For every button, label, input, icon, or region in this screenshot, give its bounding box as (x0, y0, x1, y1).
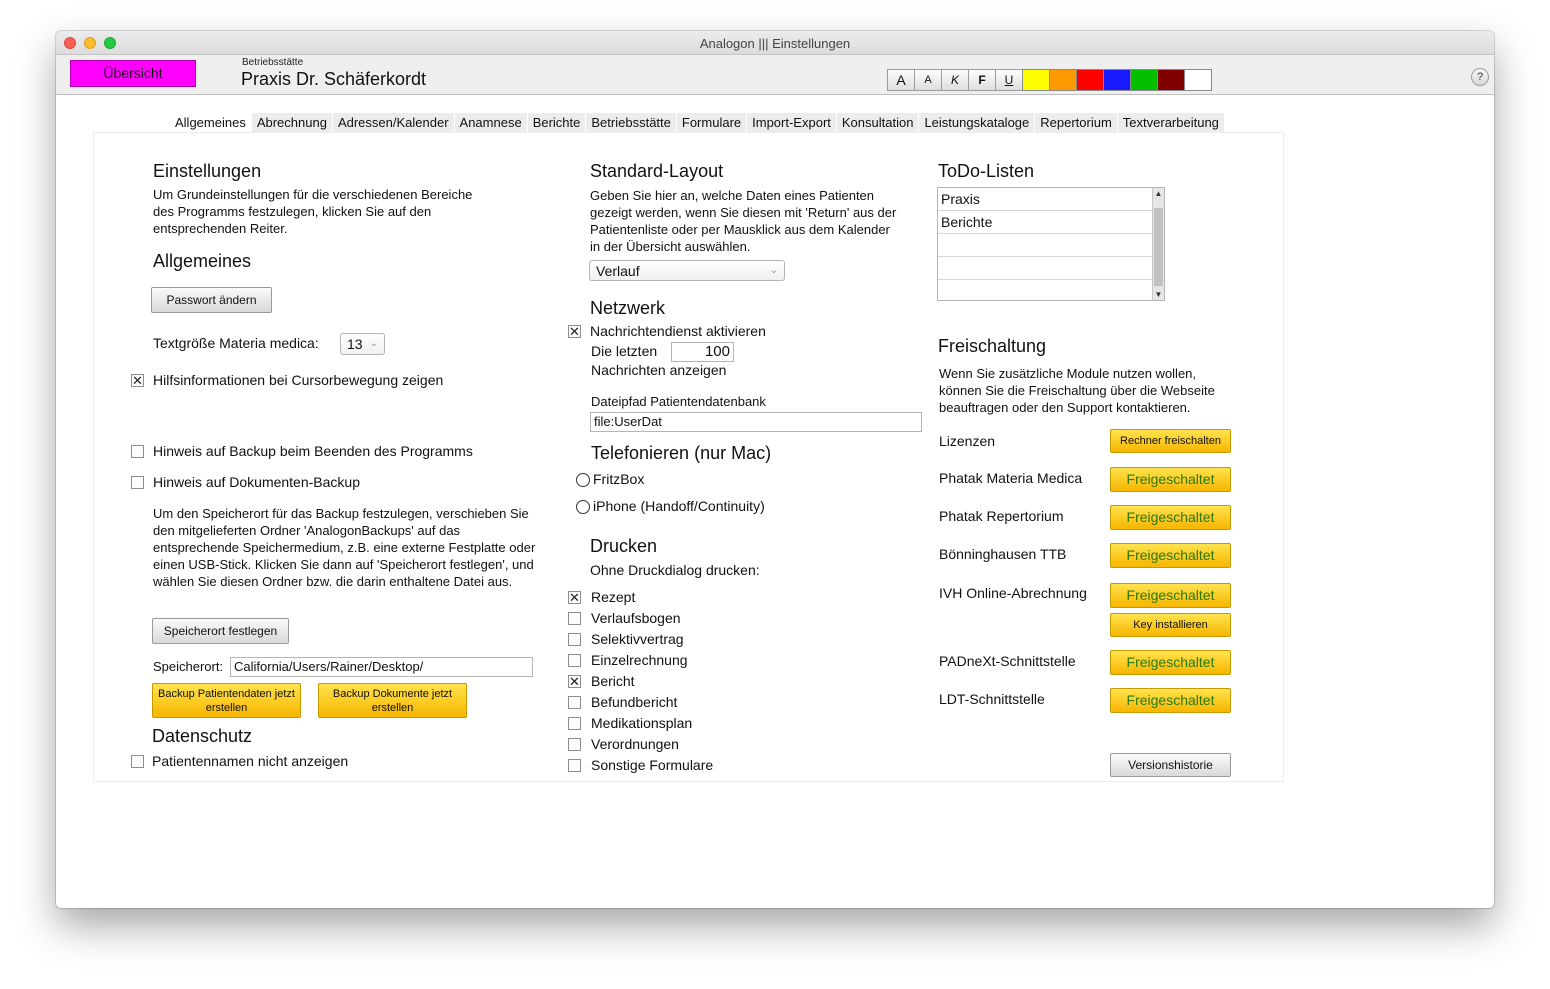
tab-anamnese[interactable]: Anamnese (455, 113, 528, 133)
settings-window (56, 31, 1494, 908)
print-einzelrechnung-label: Einzelrechnung (591, 652, 688, 668)
module-freigeschaltet-button[interactable]: Freigeschaltet (1110, 583, 1231, 608)
tab-betriebsstaette[interactable]: Betriebsstätte (586, 113, 677, 133)
backup-hint-label: Hinweis auf Backup beim Beenden des Programms (153, 443, 473, 459)
hilfsinfo-label: Hilfsinformationen bei Cursorbewegung zeigen (153, 372, 444, 388)
standard-layout-description: Geben Sie hier an, welche Daten eines Patienten gezeigt werden, wenn Sie diesen mit 'Return' aus der Patientenliste oder per Mausklick aus dem Kalender in der Übersicht auswählen. (590, 188, 897, 254)
color-swatch-green[interactable] (1130, 69, 1158, 91)
fritzbox-radio[interactable] (576, 473, 590, 487)
list-item[interactable] (938, 257, 1153, 280)
list-item[interactable]: Praxis (938, 188, 1153, 211)
list-item[interactable]: Berichte (938, 211, 1153, 234)
dateipfad-field[interactable]: file:UserDat (590, 412, 922, 432)
die-letzten-label: Die letzten (591, 343, 658, 359)
patientnames-checkbox[interactable] (131, 755, 144, 768)
tab-allgemeines[interactable]: Allgemeines (170, 113, 252, 133)
overview-button[interactable]: Übersicht (70, 60, 196, 87)
scroll-down-icon[interactable]: ▼ (1154, 290, 1163, 299)
standard-layout-value: Verlauf (596, 263, 640, 279)
nachrichten-anzeigen-label: Nachrichten anzeigen (591, 362, 727, 378)
header-bar (56, 55, 1494, 95)
todo-list[interactable] (937, 187, 1165, 301)
module-label: Bönninghausen TTB (939, 546, 1067, 562)
print-selektivvertrag-label: Selektivvertrag (591, 631, 684, 647)
speicherort-label: Speicherort: (153, 659, 224, 674)
nachrichten-count-field[interactable]: 100 (671, 342, 734, 362)
lizenzen-label: Lizenzen (939, 433, 996, 449)
print-sonstige-checkbox[interactable] (568, 759, 581, 772)
italic-button[interactable]: K (941, 69, 969, 91)
freischaltung-heading: Freischaltung (938, 336, 1047, 356)
versionshistorie-button[interactable]: Versionshistorie (1110, 753, 1231, 777)
window-title: Analogon ||| Einstellungen (699, 36, 851, 51)
print-selektivvertrag-checkbox[interactable] (568, 633, 581, 646)
change-password-button[interactable]: Passwort ändern (151, 287, 272, 313)
print-einzelrechnung-checkbox[interactable] (568, 654, 581, 667)
module-label: LDT-Schnittstelle (939, 691, 1045, 707)
backup-hint-checkbox[interactable] (131, 445, 144, 458)
print-bericht-label: Bericht (591, 673, 635, 689)
color-swatch-blue[interactable] (1103, 69, 1131, 91)
betriebsstaette-name: Praxis Dr. Schäferkordt (241, 69, 427, 89)
print-verordnungen-checkbox[interactable] (568, 738, 581, 751)
hilfsinfo-checkbox[interactable]: ✕ (132, 373, 143, 388)
color-swatch-maroon[interactable] (1157, 69, 1185, 91)
chevron-down-icon: ⌄ (769, 265, 778, 276)
module-freigeschaltet-button[interactable]: Freigeschaltet (1110, 467, 1231, 492)
todo-scrollbar[interactable] (1152, 188, 1164, 300)
title-bar (56, 31, 1494, 55)
todo-heading: ToDo-Listen (938, 161, 1035, 181)
scroll-thumb[interactable] (1154, 208, 1163, 286)
speicherort-field[interactable]: California/Users/Rainer/Desktop/ (230, 657, 533, 677)
einstellungen-heading: Einstellungen (153, 161, 262, 181)
print-verordnungen-label: Verordnungen (591, 736, 679, 752)
print-befundbericht-label: Befundbericht (591, 694, 678, 710)
tab-textverarbeitung[interactable]: Textverarbeitung (1118, 113, 1225, 133)
scroll-up-icon[interactable]: ▲ (1154, 189, 1163, 198)
color-swatch-red[interactable] (1076, 69, 1104, 91)
drucken-heading: Drucken (590, 536, 658, 556)
font-larger-button[interactable]: A (887, 69, 915, 91)
textsize-select[interactable] (340, 333, 385, 355)
tab-repertorium[interactable]: Repertorium (1035, 113, 1118, 133)
underline-button[interactable]: U (995, 69, 1023, 91)
standard-layout-heading: Standard-Layout (590, 161, 724, 181)
module-label: IVH Online-Abrechnung (939, 585, 1087, 601)
backup-patientendaten-button[interactable]: Backup Patientendaten jetzt erstellen (152, 683, 301, 718)
module-freigeschaltet-button[interactable]: Freigeschaltet (1110, 650, 1231, 675)
freischaltung-description: Wenn Sie zusätzliche Module nutzen wollen, können Sie die Freischaltung über die Webseite beauftragen oder den Support kontaktieren. (939, 366, 1215, 415)
module-label: PADneXt-Schnittstelle (939, 653, 1076, 669)
nachrichtendienst-label: Nachrichtendienst aktivieren (590, 323, 766, 339)
print-rezept-checkbox[interactable]: ✕ (569, 590, 580, 605)
bold-button[interactable]: F (968, 69, 996, 91)
print-bericht-checkbox[interactable]: ✕ (569, 674, 580, 689)
color-swatch-orange[interactable] (1049, 69, 1077, 91)
list-item[interactable] (938, 280, 1153, 303)
settings-tabs (170, 113, 1225, 133)
module-label: Phatak Repertorium (939, 508, 1064, 524)
color-swatch-yellow[interactable] (1022, 69, 1050, 91)
chevron-down-icon: ⌄ (369, 338, 378, 349)
print-verlaufsbogen-checkbox[interactable] (568, 612, 581, 625)
module-label: Phatak Materia Medica (939, 470, 1083, 486)
betriebsstaette-label: Betriebsstätte (242, 57, 304, 68)
nachrichtendienst-checkbox[interactable]: ✕ (569, 324, 580, 339)
color-swatch-white[interactable] (1184, 69, 1212, 91)
module-freigeschaltet-button[interactable]: Freigeschaltet (1110, 688, 1231, 713)
iphone-label: iPhone (Handoff/Continuity) (593, 498, 765, 514)
key-installieren-button[interactable]: Key installieren (1110, 613, 1231, 637)
doc-backup-label: Hinweis auf Dokumenten-Backup (153, 474, 360, 490)
print-medikationsplan-checkbox[interactable] (568, 717, 581, 730)
iphone-radio[interactable] (576, 500, 590, 514)
netzwerk-heading: Netzwerk (590, 298, 666, 318)
tab-adressen-kalender[interactable]: Adressen/Kalender (333, 113, 455, 133)
print-medikationsplan-label: Medikationsplan (591, 715, 693, 731)
tab-formulare[interactable]: Formulare (677, 113, 747, 133)
allgemeines-heading: Allgemeines (153, 251, 252, 271)
doc-backup-checkbox[interactable] (131, 476, 144, 489)
tab-import-export[interactable]: Import-Export (747, 113, 837, 133)
tab-leistungskataloge[interactable]: Leistungskataloge (919, 113, 1035, 133)
einstellungen-description: Um Grundeinstellungen für die verschiedenen Bereiche des Programms festzulegen, klicken Sie auf den entsprechenden Reiter. (153, 187, 473, 236)
tab-abrechnung[interactable]: Abrechnung (252, 113, 333, 133)
backup-description: Um den Speicherort für das Backup festzulegen, verschieben Sie den mitgelieferten Ordner 'AnalogonBackups' auf das entsprechende Speichermedium, z.B. eine externe Festplatte oder einen USB-Stick. Klicken Sie dann auf 'Speicherort festlegen', und wählen Sie diesen Ordner bzw. die darin enthaltene Datei aus. (153, 506, 536, 589)
backup-dokumente-button[interactable]: Backup Dokumente jetzt erstellen (318, 683, 467, 718)
format-toolbar (887, 69, 1211, 91)
print-befundbericht-checkbox[interactable] (568, 696, 581, 709)
tab-berichte[interactable]: Berichte (528, 113, 587, 133)
datenschutz-heading: Datenschutz (152, 726, 253, 746)
dateipfad-label: Dateipfad Patientendatenbank (591, 394, 766, 409)
fritzbox-label: FritzBox (593, 471, 645, 487)
textsize-label: Textgröße Materia medica: (153, 335, 319, 351)
standard-layout-select[interactable] (589, 260, 785, 281)
font-smaller-button[interactable]: A (914, 69, 942, 91)
rechner-freischalten-button[interactable]: Rechner freischalten (1110, 429, 1231, 453)
telefonieren-heading: Telefonieren (nur Mac) (591, 443, 772, 463)
textsize-value: 13 (347, 336, 363, 352)
help-button[interactable]: ? (1471, 68, 1489, 86)
drucken-subtitle: Ohne Druckdialog drucken: (590, 562, 760, 578)
print-verlaufsbogen-label: Verlaufsbogen (591, 610, 681, 626)
patientnames-label: Patientennamen nicht anzeigen (152, 753, 349, 769)
module-freigeschaltet-button[interactable]: Freigeschaltet (1110, 543, 1231, 568)
print-sonstige-label: Sonstige Formulare (591, 757, 714, 773)
print-rezept-label: Rezept (591, 589, 636, 605)
module-freigeschaltet-button[interactable]: Freigeschaltet (1110, 505, 1231, 530)
speicherort-button[interactable]: Speicherort festlegen (152, 618, 289, 644)
tab-konsultation[interactable]: Konsultation (837, 113, 920, 133)
list-item[interactable] (938, 234, 1153, 257)
